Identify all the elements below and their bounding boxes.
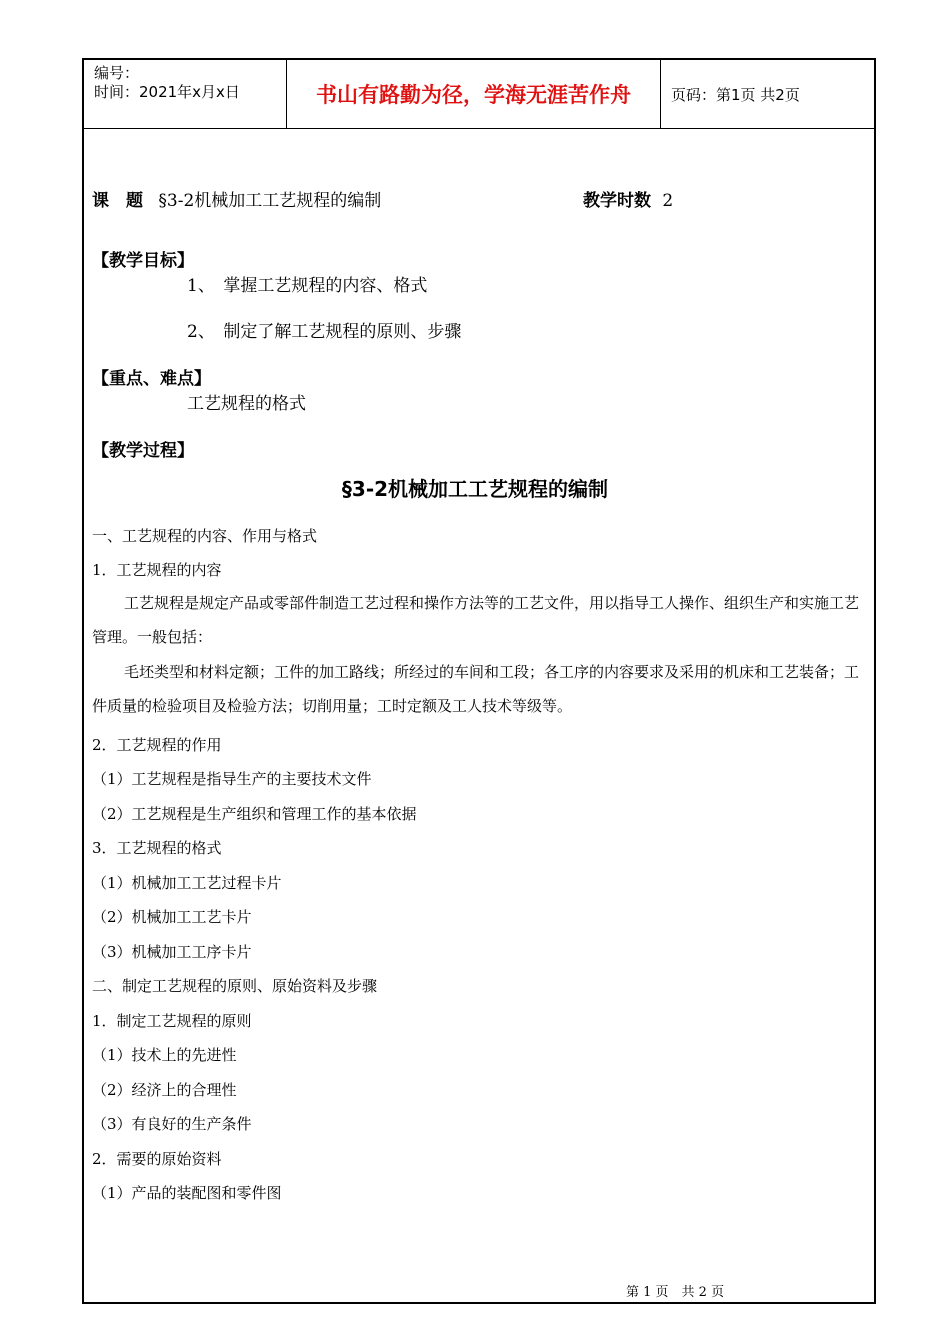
objective-item: 2、 制定了解工艺规程的原则、步骤 (187, 322, 462, 342)
objective-item: 1、 掌握工艺规程的内容、格式 (187, 276, 428, 296)
page-info-cell (661, 60, 874, 128)
body-line: （3）机械加工工序卡片 (92, 943, 252, 961)
body-line: 二、制定工艺规程的原则、原始资料及步骤 (92, 977, 378, 995)
body-line: （3）有良好的生产条件 (92, 1115, 252, 1133)
topic-title: §3-2机械加工工艺规程的编制 (158, 191, 382, 211)
page-footer: 第 1 页 共 2 页 (626, 1285, 725, 1300)
body-line: （2）经济上的合理性 (92, 1081, 237, 1099)
body-line: 3．工艺规程的格式 (92, 839, 222, 857)
hours-value: 2 (662, 191, 674, 211)
hours-label: 教学时数 (583, 191, 651, 211)
body-line: （2）机械加工工艺卡片 (92, 908, 252, 926)
body-line: 一、工艺规程的内容、作用与格式 (92, 527, 318, 545)
motto-text: 书山有路勤为径，学海无涯苦作舟 (316, 83, 631, 107)
body-paragraph: 工艺规程是规定产品或零部件制造工艺过程和操作方法等的工艺文件，用以指导工人操作、组织生产和实施工艺管理。一般包括： (92, 594, 860, 646)
time-label: 时间：2021年x月x日 (94, 83, 240, 101)
body-line: 1．制定工艺规程的原则 (92, 1012, 252, 1030)
header-table (84, 60, 874, 129)
number-label: 编号： (94, 64, 140, 82)
body-line: 1．工艺规程的内容 (92, 561, 222, 579)
body-line: （1）产品的装配图和零件图 (92, 1184, 282, 1202)
header-meta-cell (84, 60, 287, 128)
topic-label: 课 题 (92, 191, 143, 211)
body-line: （1）机械加工工艺过程卡片 (92, 874, 282, 892)
key-points-heading: 【重点、难点】 (92, 369, 211, 389)
motto-cell (287, 60, 661, 128)
teaching-hours (583, 186, 673, 211)
body-paragraph: 毛坯类型和材料定额；工件的加工路线；所经过的车间和工段；各工序的内容要求及采用的机床和工艺装备；工件质量的检验项目及检验方法；切削用量；工时定额及工人技术等级等。 (92, 663, 860, 715)
body-line: 2．需要的原始资料 (92, 1150, 222, 1168)
key-points-text: 工艺规程的格式 (187, 394, 306, 414)
process-heading: 【教学过程】 (92, 441, 194, 461)
page-info-text: 页码：第1页 共2页 (671, 85, 800, 104)
body-line: （2）工艺规程是生产组织和管理工作的基本依据 (92, 805, 417, 823)
objectives-heading: 【教学目标】 (92, 251, 194, 271)
section-title: §3-2机械加工工艺规程的编制 (341, 477, 609, 501)
body-line: 2．工艺规程的作用 (92, 736, 222, 754)
body-line: （1）技术上的先进性 (92, 1046, 237, 1064)
body-line: （1）工艺规程是指导生产的主要技术文件 (92, 770, 372, 788)
topic-line (92, 186, 381, 211)
